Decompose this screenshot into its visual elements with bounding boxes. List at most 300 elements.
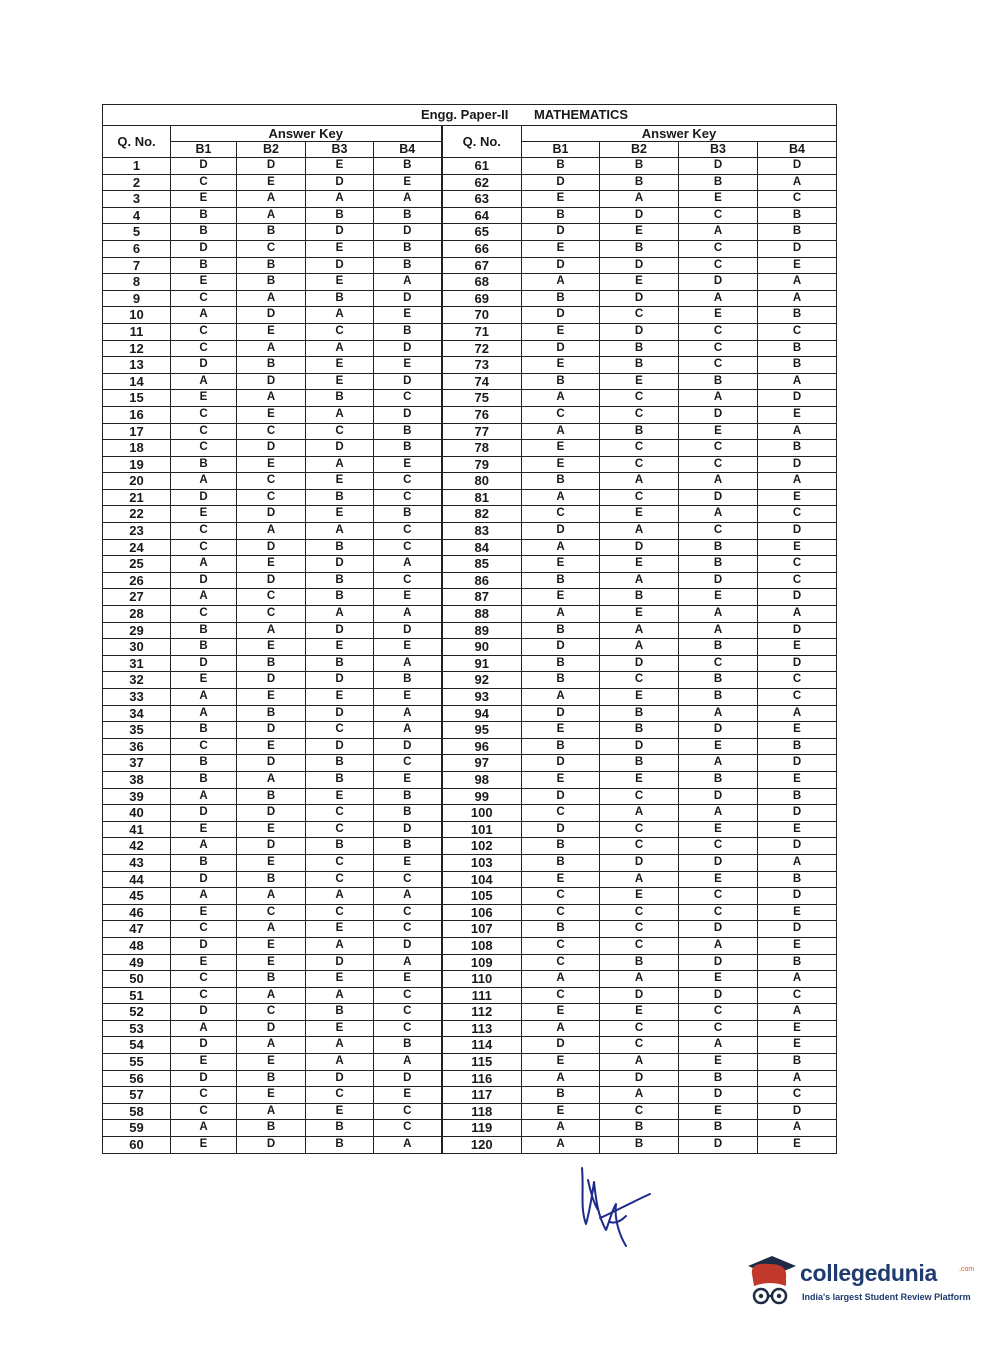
- question-number-qno-left: 22: [103, 506, 171, 523]
- answer-b4-right: A: [758, 1004, 837, 1021]
- answer-b1-right: D: [522, 174, 600, 191]
- title-row: [103, 105, 837, 126]
- question-number-qno-left: 52: [103, 1004, 171, 1021]
- table-row: [103, 1037, 837, 1054]
- answer-b1-right: C: [522, 937, 600, 954]
- answer-b3-left: D: [306, 257, 374, 274]
- answer-b4-left: A: [374, 1137, 442, 1154]
- answer-b2-left: D: [237, 672, 306, 689]
- answer-b1-left: C: [171, 1103, 237, 1120]
- question-number-qno-right: 112: [442, 1004, 522, 1021]
- booklet-b1-right: B1: [522, 142, 600, 158]
- answer-b4-left: D: [374, 937, 442, 954]
- answer-b4-right: C: [758, 987, 837, 1004]
- question-number-qno-right: 66: [442, 240, 522, 257]
- answer-b3-right: A: [679, 390, 758, 407]
- answer-b2-left: B: [237, 1120, 306, 1137]
- answer-b3-left: A: [306, 987, 374, 1004]
- answer-b4-left: E: [374, 854, 442, 871]
- answer-b4-left: E: [374, 689, 442, 706]
- answer-b1-left: C: [171, 440, 237, 457]
- answer-b1-left: C: [171, 987, 237, 1004]
- answer-b3-left: B: [306, 572, 374, 589]
- answer-b2-right: E: [600, 224, 679, 241]
- answer-b1-left: C: [171, 921, 237, 938]
- question-number-qno-right: 96: [442, 738, 522, 755]
- answer-b2-right: D: [600, 655, 679, 672]
- answer-b1-right: E: [522, 440, 600, 457]
- question-number-qno-left: 8: [103, 274, 171, 291]
- answer-b1-left: E: [171, 191, 237, 208]
- answer-b3-left: E: [306, 357, 374, 374]
- answer-b3-left: A: [306, 606, 374, 623]
- answer-b4-right: A: [758, 290, 837, 307]
- question-number-qno-right: 88: [442, 606, 522, 623]
- answer-b3-right: C: [679, 240, 758, 257]
- answer-b1-right: D: [522, 257, 600, 274]
- answer-b2-left: A: [237, 523, 306, 540]
- answer-b1-left: D: [171, 357, 237, 374]
- answer-b4-right: D: [758, 921, 837, 938]
- answer-key-table: [102, 104, 837, 1154]
- answer-b4-left: D: [374, 290, 442, 307]
- question-number-qno-left: 56: [103, 1070, 171, 1087]
- answer-b2-right: B: [600, 755, 679, 772]
- answer-b2-left: A: [237, 207, 306, 224]
- question-number-qno-left: 27: [103, 589, 171, 606]
- answer-b1-left: B: [171, 207, 237, 224]
- answer-b1-left: C: [171, 423, 237, 440]
- answer-b4-right: E: [758, 1037, 837, 1054]
- answer-b1-right: E: [522, 240, 600, 257]
- answer-b1-right: A: [522, 971, 600, 988]
- answer-b4-right: D: [758, 622, 837, 639]
- question-number-qno-left: 54: [103, 1037, 171, 1054]
- answer-b4-right: D: [758, 838, 837, 855]
- answer-b1-right: C: [522, 987, 600, 1004]
- answer-b2-left: A: [237, 987, 306, 1004]
- table-row: [103, 771, 837, 788]
- question-number-qno-left: 1: [103, 158, 171, 175]
- table-row: [103, 622, 837, 639]
- table-row: [103, 323, 837, 340]
- answer-b3-right: D: [679, 489, 758, 506]
- table-row: [103, 290, 837, 307]
- answer-b3-right: D: [679, 406, 758, 423]
- answer-b3-right: D: [679, 722, 758, 739]
- question-number-qno-left: 4: [103, 207, 171, 224]
- answer-b4-right: E: [758, 406, 837, 423]
- question-number-qno-left: 44: [103, 871, 171, 888]
- answer-b1-right: B: [522, 921, 600, 938]
- answer-b1-right: C: [522, 904, 600, 921]
- table-row: [103, 589, 837, 606]
- answer-b4-left: B: [374, 672, 442, 689]
- answer-b3-left: D: [306, 556, 374, 573]
- question-number-qno-left: 50: [103, 971, 171, 988]
- booklet-b1-left: B1: [171, 142, 237, 158]
- answer-b1-left: D: [171, 1037, 237, 1054]
- answer-b4-right: E: [758, 722, 837, 739]
- answer-b2-left: C: [237, 489, 306, 506]
- answer-b1-right: B: [522, 373, 600, 390]
- question-number-qno-right: 116: [442, 1070, 522, 1087]
- answer-b2-right: B: [600, 589, 679, 606]
- answer-b4-right: D: [758, 158, 837, 175]
- answer-b2-right: A: [600, 473, 679, 490]
- question-number-qno-left: 58: [103, 1103, 171, 1120]
- answer-b4-right: D: [758, 523, 837, 540]
- answer-b4-left: B: [374, 440, 442, 457]
- answer-b2-right: E: [600, 1004, 679, 1021]
- answer-b3-right: A: [679, 290, 758, 307]
- answer-b3-left: B: [306, 838, 374, 855]
- table-row: [103, 456, 837, 473]
- answer-b2-left: E: [237, 1087, 306, 1104]
- answer-b3-left: B: [306, 390, 374, 407]
- answer-b2-left: B: [237, 705, 306, 722]
- question-number-qno-right: 89: [442, 622, 522, 639]
- answer-b3-right: C: [679, 1004, 758, 1021]
- answer-b3-right: C: [679, 523, 758, 540]
- answer-b4-right: B: [758, 207, 837, 224]
- answer-b3-right: E: [679, 423, 758, 440]
- answer-b1-right: E: [522, 589, 600, 606]
- answer-b4-right: A: [758, 473, 837, 490]
- question-number-qno-right: 108: [442, 937, 522, 954]
- answer-b4-left: C: [374, 871, 442, 888]
- answer-b4-left: A: [374, 606, 442, 623]
- question-number-qno-right: 117: [442, 1087, 522, 1104]
- question-number-qno-right: 95: [442, 722, 522, 739]
- answer-b1-left: C: [171, 290, 237, 307]
- answer-b2-left: D: [237, 722, 306, 739]
- answer-b2-left: C: [237, 240, 306, 257]
- answer-b4-left: C: [374, 572, 442, 589]
- answer-b2-left: E: [237, 1054, 306, 1071]
- answer-b3-right: C: [679, 838, 758, 855]
- question-number-qno-right: 104: [442, 871, 522, 888]
- table-row: [103, 606, 837, 623]
- answer-b1-left: B: [171, 854, 237, 871]
- answer-b2-left: A: [237, 1037, 306, 1054]
- answer-b3-right: A: [679, 937, 758, 954]
- table-row: [103, 257, 837, 274]
- question-number-qno-left: 12: [103, 340, 171, 357]
- answer-b1-left: E: [171, 954, 237, 971]
- question-number-qno-right: 94: [442, 705, 522, 722]
- answer-b3-left: C: [306, 722, 374, 739]
- answer-b4-left: B: [374, 1037, 442, 1054]
- answer-b4-left: E: [374, 589, 442, 606]
- answer-b3-left: C: [306, 821, 374, 838]
- answer-b1-right: E: [522, 871, 600, 888]
- answer-b2-right: E: [600, 274, 679, 291]
- answer-b3-left: C: [306, 1087, 374, 1104]
- answer-b2-right: B: [600, 722, 679, 739]
- question-number-qno-left: 48: [103, 937, 171, 954]
- question-number-qno-right: 110: [442, 971, 522, 988]
- answer-b4-right: A: [758, 705, 837, 722]
- question-number-qno-left: 37: [103, 755, 171, 772]
- answer-b4-left: A: [374, 556, 442, 573]
- answer-b2-right: E: [600, 888, 679, 905]
- answer-b2-left: D: [237, 838, 306, 855]
- question-number-qno-right: 85: [442, 556, 522, 573]
- answer-b3-left: B: [306, 489, 374, 506]
- question-number-qno-left: 59: [103, 1120, 171, 1137]
- question-number-qno-left: 26: [103, 572, 171, 589]
- answer-b1-right: A: [522, 606, 600, 623]
- question-number-qno-left: 19: [103, 456, 171, 473]
- answer-b1-left: E: [171, 904, 237, 921]
- booklet-b3-right: B3: [679, 142, 758, 158]
- answer-b3-left: E: [306, 274, 374, 291]
- answer-b1-left: E: [171, 821, 237, 838]
- answer-b3-right: C: [679, 340, 758, 357]
- answer-b3-left: C: [306, 904, 374, 921]
- answer-b3-right: C: [679, 440, 758, 457]
- table-row: [103, 523, 837, 540]
- question-number-qno-right: 65: [442, 224, 522, 241]
- answer-b3-right: E: [679, 1103, 758, 1120]
- table-row: [103, 1137, 837, 1154]
- answer-b2-right: C: [600, 788, 679, 805]
- answer-b2-right: B: [600, 1137, 679, 1154]
- answer-b3-right: C: [679, 257, 758, 274]
- answer-b4-right: C: [758, 506, 837, 523]
- answer-b4-left: D: [374, 406, 442, 423]
- answer-b3-left: E: [306, 506, 374, 523]
- answer-b3-right: B: [679, 672, 758, 689]
- answer-b2-left: B: [237, 1070, 306, 1087]
- answer-b3-left: B: [306, 1004, 374, 1021]
- answer-b1-right: A: [522, 1137, 600, 1154]
- answer-b4-right: A: [758, 423, 837, 440]
- question-number-qno-right: 101: [442, 821, 522, 838]
- answer-b4-right: C: [758, 672, 837, 689]
- answer-b4-left: E: [374, 307, 442, 324]
- answer-b3-left: A: [306, 888, 374, 905]
- table-row: [103, 174, 837, 191]
- answer-b4-right: B: [758, 307, 837, 324]
- answer-b1-left: E: [171, 390, 237, 407]
- answer-b2-left: A: [237, 622, 306, 639]
- answer-b2-left: E: [237, 738, 306, 755]
- table-row: [103, 340, 837, 357]
- table-row: [103, 274, 837, 291]
- answer-b1-left: E: [171, 1054, 237, 1071]
- answer-b2-right: B: [600, 174, 679, 191]
- question-number-qno-right: 90: [442, 639, 522, 656]
- answer-b1-left: A: [171, 307, 237, 324]
- answer-b1-right: B: [522, 655, 600, 672]
- answer-b2-left: E: [237, 689, 306, 706]
- question-number-qno-right: 118: [442, 1103, 522, 1120]
- answer-b3-right: B: [679, 1070, 758, 1087]
- answer-b1-right: B: [522, 854, 600, 871]
- answer-b3-right: A: [679, 705, 758, 722]
- answer-b3-left: E: [306, 788, 374, 805]
- answer-b4-right: C: [758, 1087, 837, 1104]
- answer-b3-right: D: [679, 274, 758, 291]
- answer-b1-right: D: [522, 639, 600, 656]
- answer-b1-left: C: [171, 523, 237, 540]
- answer-b2-right: E: [600, 771, 679, 788]
- question-number-qno-right: 119: [442, 1120, 522, 1137]
- answer-b3-left: E: [306, 240, 374, 257]
- answer-b2-right: D: [600, 738, 679, 755]
- question-number-qno-left: 38: [103, 771, 171, 788]
- answer-b2-left: A: [237, 1103, 306, 1120]
- table-row: [103, 854, 837, 871]
- answer-b2-left: D: [237, 805, 306, 822]
- question-number-qno-left: 46: [103, 904, 171, 921]
- answer-b3-left: C: [306, 323, 374, 340]
- answer-b2-left: C: [237, 589, 306, 606]
- answer-b1-right: D: [522, 705, 600, 722]
- table-row: [103, 805, 837, 822]
- answer-b3-right: A: [679, 622, 758, 639]
- answer-b2-left: A: [237, 390, 306, 407]
- answer-b4-right: B: [758, 357, 837, 374]
- answer-b3-right: A: [679, 473, 758, 490]
- question-number-qno-right: 115: [442, 1054, 522, 1071]
- answer-b2-right: B: [600, 158, 679, 175]
- question-number-qno-left: 21: [103, 489, 171, 506]
- answer-b1-right: B: [522, 622, 600, 639]
- answer-b1-right: A: [522, 274, 600, 291]
- table-row: [103, 158, 837, 175]
- answer-b3-left: C: [306, 871, 374, 888]
- answer-b3-left: D: [306, 672, 374, 689]
- answer-b1-right: E: [522, 1103, 600, 1120]
- table-row: [103, 788, 837, 805]
- question-number-qno-left: 30: [103, 639, 171, 656]
- answer-b4-right: D: [758, 390, 837, 407]
- answer-b2-right: A: [600, 871, 679, 888]
- answer-b1-right: E: [522, 456, 600, 473]
- answer-b1-left: A: [171, 705, 237, 722]
- answer-b2-left: A: [237, 191, 306, 208]
- answer-b1-left: C: [171, 406, 237, 423]
- subject-name: MATHEMATICS: [533, 107, 629, 122]
- question-number-qno-left: 10: [103, 307, 171, 324]
- answer-b3-right: B: [679, 556, 758, 573]
- answer-b1-right: A: [522, 539, 600, 556]
- question-number-qno-left: 23: [103, 523, 171, 540]
- answer-b3-left: D: [306, 622, 374, 639]
- answer-b2-right: E: [600, 506, 679, 523]
- answer-b2-right: D: [600, 290, 679, 307]
- answer-b4-left: E: [374, 357, 442, 374]
- answer-b4-right: B: [758, 871, 837, 888]
- answer-b2-left: C: [237, 1004, 306, 1021]
- table-row: [103, 1120, 837, 1137]
- answer-b3-left: E: [306, 1103, 374, 1120]
- answer-b3-right: E: [679, 821, 758, 838]
- answer-b4-left: B: [374, 257, 442, 274]
- answer-b1-left: C: [171, 606, 237, 623]
- answer-b1-left: A: [171, 373, 237, 390]
- answer-b3-right: A: [679, 606, 758, 623]
- answer-b1-left: B: [171, 639, 237, 656]
- answer-b1-right: B: [522, 738, 600, 755]
- answer-b3-left: A: [306, 456, 374, 473]
- question-number-qno-left: 49: [103, 954, 171, 971]
- table-row: [103, 489, 837, 506]
- answer-b4-left: D: [374, 373, 442, 390]
- question-number-qno-right: 92: [442, 672, 522, 689]
- question-number-qno-right: 106: [442, 904, 522, 921]
- brand-name: collegedunia: [800, 1260, 937, 1286]
- answer-b4-left: C: [374, 1103, 442, 1120]
- answer-b3-left: A: [306, 406, 374, 423]
- answer-b2-left: B: [237, 655, 306, 672]
- answer-b2-right: B: [600, 423, 679, 440]
- answer-b1-left: A: [171, 888, 237, 905]
- answer-b3-right: E: [679, 1054, 758, 1071]
- answer-b2-right: A: [600, 622, 679, 639]
- question-number-qno-left: 60: [103, 1137, 171, 1154]
- question-number-qno-right: 70: [442, 307, 522, 324]
- answer-b3-right: C: [679, 323, 758, 340]
- paper-name: Engg. Paper-II: [420, 107, 509, 122]
- answer-b3-left: B: [306, 589, 374, 606]
- answer-b1-right: C: [522, 406, 600, 423]
- answer-b1-right: D: [522, 1037, 600, 1054]
- answer-b1-right: E: [522, 191, 600, 208]
- answer-b4-right: C: [758, 323, 837, 340]
- answer-b4-right: D: [758, 456, 837, 473]
- answer-b1-left: C: [171, 738, 237, 755]
- answer-b4-left: C: [374, 755, 442, 772]
- answer-b4-left: D: [374, 622, 442, 639]
- answer-b2-right: C: [600, 406, 679, 423]
- answer-b4-left: C: [374, 1004, 442, 1021]
- answer-b4-left: E: [374, 971, 442, 988]
- answer-b2-left: E: [237, 556, 306, 573]
- answer-b4-right: D: [758, 805, 837, 822]
- answer-b2-left: A: [237, 771, 306, 788]
- answer-b3-right: D: [679, 572, 758, 589]
- answer-b4-right: B: [758, 954, 837, 971]
- question-number-qno-right: 83: [442, 523, 522, 540]
- answer-b1-left: A: [171, 556, 237, 573]
- answer-b4-right: E: [758, 1137, 837, 1154]
- answer-b3-right: A: [679, 805, 758, 822]
- answer-b3-left: B: [306, 290, 374, 307]
- table-row: [103, 207, 837, 224]
- answer-b3-left: D: [306, 224, 374, 241]
- table-row: [103, 639, 837, 656]
- table-row: [103, 987, 837, 1004]
- answer-b1-left: C: [171, 174, 237, 191]
- question-number-qno-left: 11: [103, 323, 171, 340]
- question-number-qno-right: 102: [442, 838, 522, 855]
- question-number-qno-left: 14: [103, 373, 171, 390]
- answer-b4-right: A: [758, 1070, 837, 1087]
- question-number-qno-right: 79: [442, 456, 522, 473]
- answer-b2-right: A: [600, 523, 679, 540]
- answer-b1-right: E: [522, 1054, 600, 1071]
- answer-b1-left: A: [171, 1120, 237, 1137]
- question-number-qno-right: 71: [442, 323, 522, 340]
- answer-key-header-right: Answer Key: [522, 126, 837, 142]
- answer-b1-left: E: [171, 672, 237, 689]
- answer-b2-right: C: [600, 456, 679, 473]
- answer-b2-left: E: [237, 854, 306, 871]
